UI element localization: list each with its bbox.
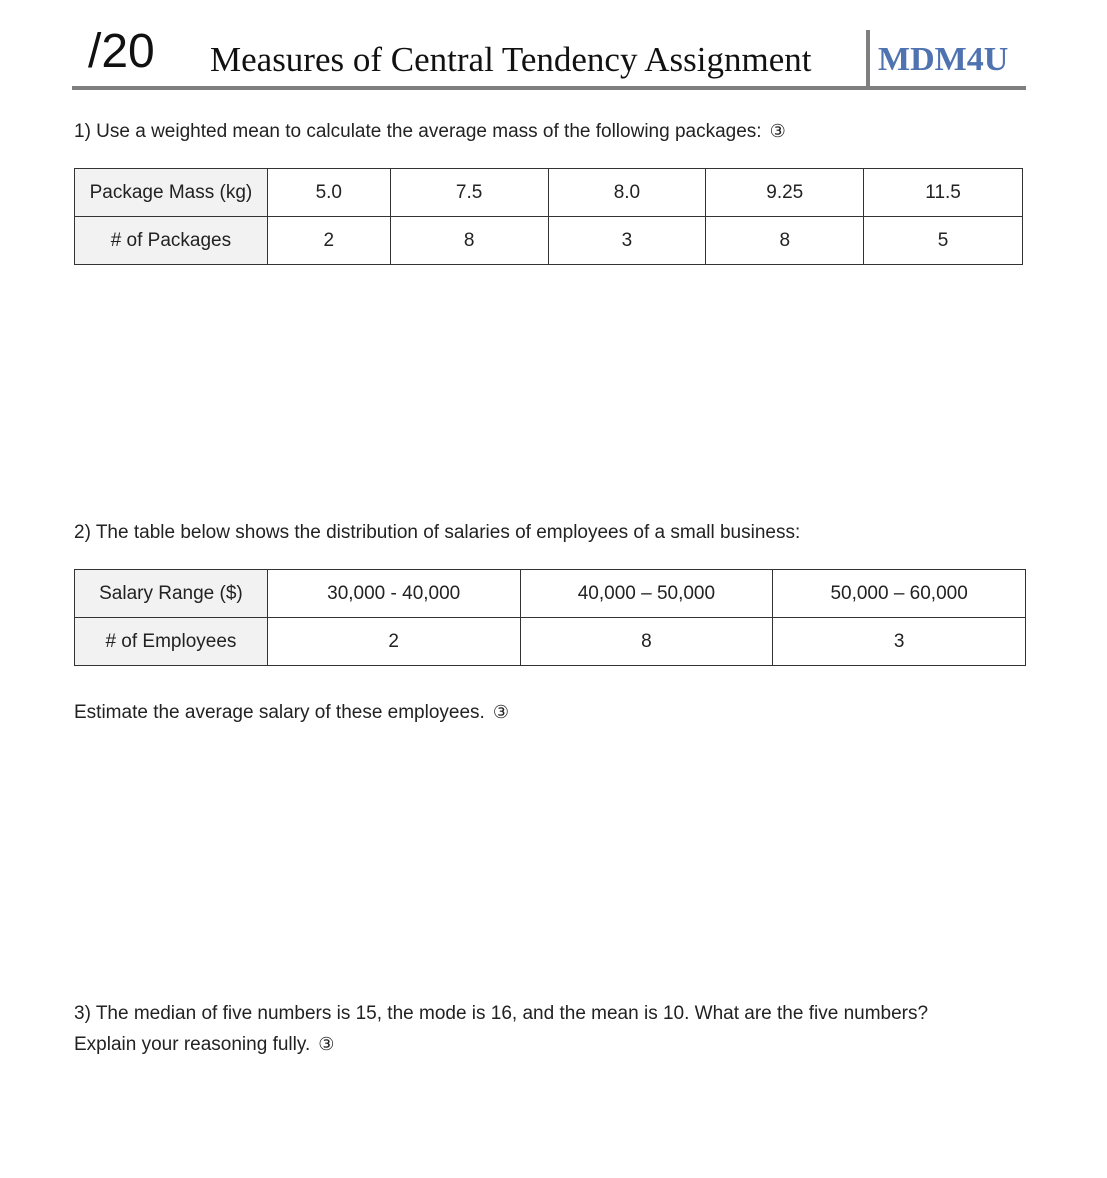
question-2-mark: ③: [492, 702, 509, 723]
table-cell: 3: [548, 217, 706, 265]
table-cell: 8.0: [548, 169, 706, 217]
header-divider: [866, 30, 870, 88]
table-cell: 8: [390, 217, 548, 265]
question-3-mark: ③: [318, 1034, 335, 1055]
page-title: Measures of Central Tendency Assignment: [210, 40, 812, 79]
table-cell: 40,000 – 50,000: [520, 570, 773, 618]
table-cell: 9.25: [706, 169, 864, 217]
question-1-text: 1) Use a weighted mean to calculate the average mass of the following packages:: [74, 121, 762, 142]
package-mass-header: Package Mass (kg): [75, 169, 268, 217]
question-2-followup: [74, 697, 509, 728]
question-2: [74, 517, 800, 548]
score-total: /20: [88, 25, 155, 78]
question-3-line-1: 3) The median of five numbers is 15, the mode is 16, and the mean is 10. What are the five numbers?: [74, 1003, 929, 1024]
table-cell: 50,000 – 60,000: [773, 570, 1026, 618]
employee-count-header: # of Employees: [75, 618, 268, 666]
table-row: [75, 570, 1026, 618]
table-cell: 2: [267, 217, 390, 265]
table-cell: 5: [864, 217, 1023, 265]
package-count-header: # of Packages: [75, 217, 268, 265]
question-3: [74, 998, 928, 1060]
package-table: [74, 168, 1023, 265]
salary-range-header: Salary Range ($): [75, 570, 268, 618]
table-cell: 2: [267, 618, 520, 666]
table-row: [75, 618, 1026, 666]
table-cell: 8: [706, 217, 864, 265]
table-cell: 7.5: [390, 169, 548, 217]
table-cell: 11.5: [864, 169, 1023, 217]
question-1: [74, 116, 786, 147]
table-row: [75, 169, 1023, 217]
course-code: MDM4U: [878, 41, 1009, 78]
salary-table: [74, 569, 1026, 666]
table-cell: 30,000 - 40,000: [267, 570, 520, 618]
question-2-text: 2) The table below shows the distribution of salaries of employees of a small business:: [74, 522, 801, 543]
page-header: [72, 22, 1026, 90]
question-1-mark: ③: [769, 121, 786, 142]
table-cell: 8: [520, 618, 773, 666]
table-cell: 3: [773, 618, 1026, 666]
question-3-line-2-text: Explain your reasoning fully.: [74, 1034, 311, 1055]
table-cell: 5.0: [267, 169, 390, 217]
question-3-line-2: [74, 1029, 928, 1060]
question-2-followup-text: Estimate the average salary of these employees.: [74, 702, 485, 723]
table-row: [75, 217, 1023, 265]
